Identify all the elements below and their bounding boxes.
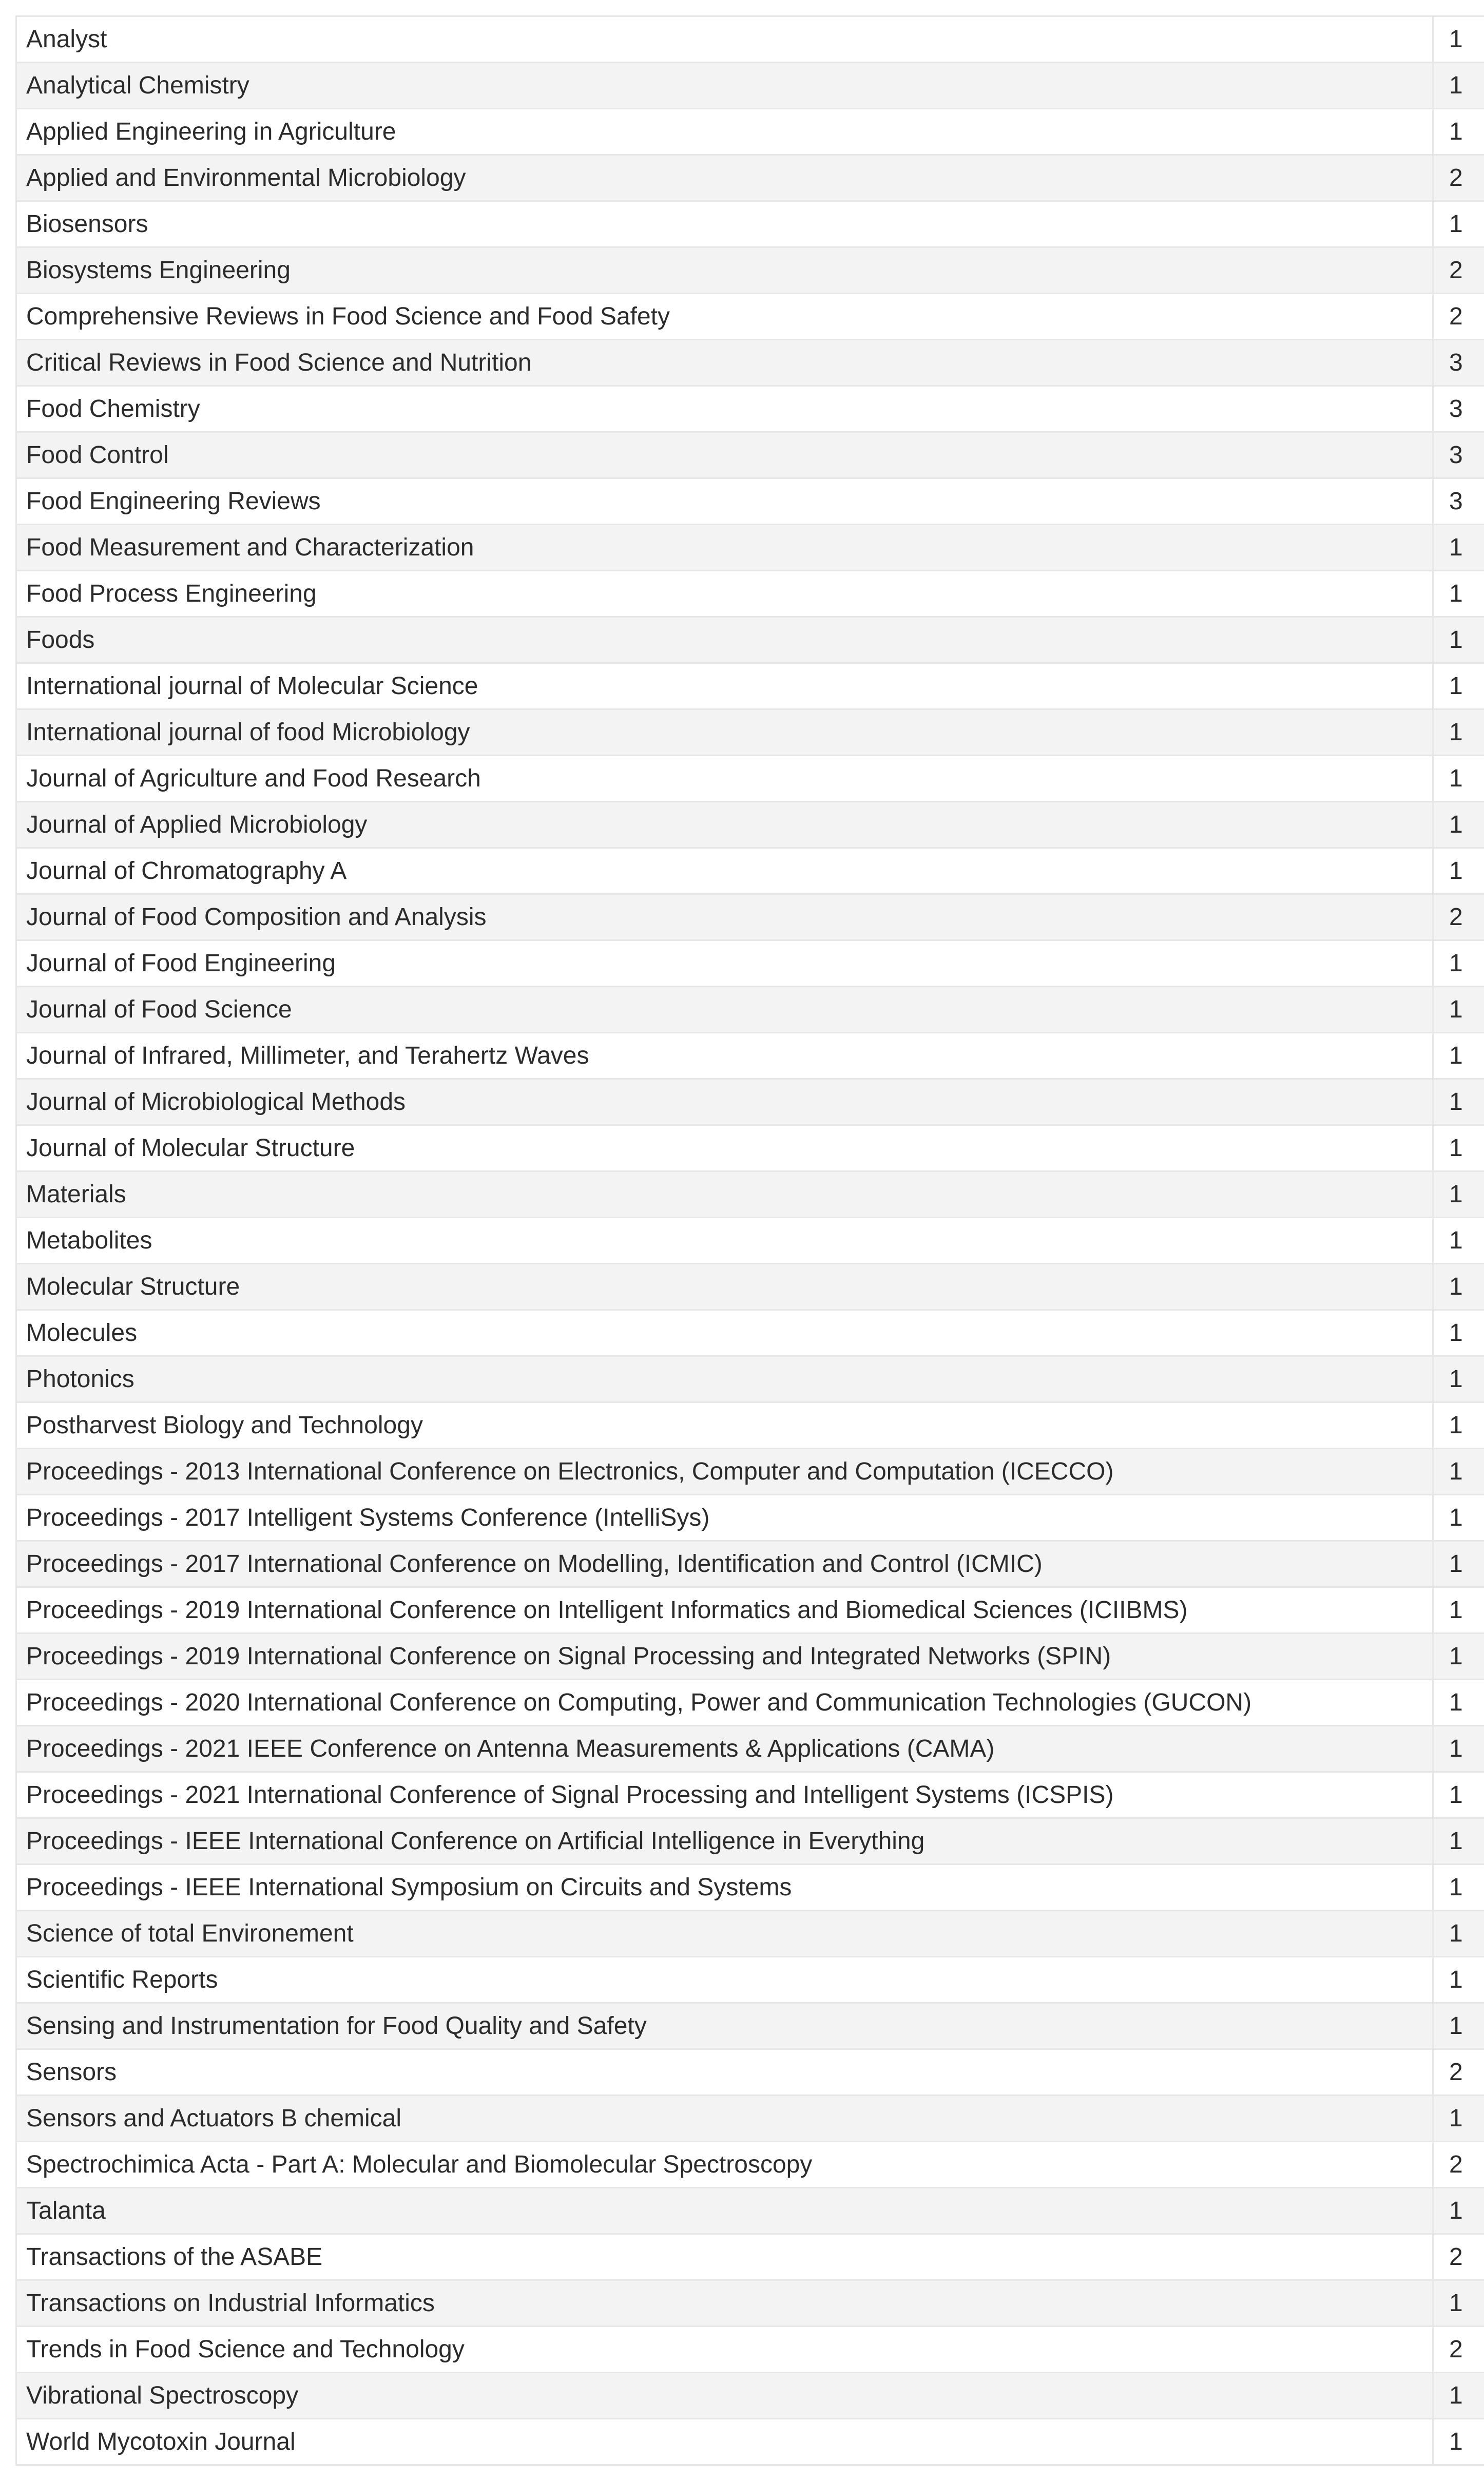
journal-name-cell: Vibrational Spectroscopy: [16, 2373, 1433, 2419]
journal-name-cell: Proceedings - 2020 International Conference on Computing, Power and Communication Technologies (GUCON): [16, 1680, 1433, 1726]
journal-name-cell: Proceedings - 2013 International Conference on Electronics, Computer and Computation (ICECCO): [16, 1449, 1433, 1495]
publication-count-cell: 2: [1433, 2049, 1484, 2096]
journal-name-cell: Journal of Food Composition and Analysis: [16, 894, 1433, 940]
table-row: [16, 1310, 1484, 1356]
table-row: [16, 2419, 1484, 2465]
table-row: [16, 987, 1484, 1033]
journal-name-cell: Analyst: [16, 16, 1433, 63]
publication-count-cell: 1: [1433, 1772, 1484, 1818]
publication-count-cell: 1: [1433, 2188, 1484, 2234]
table-row: [16, 1449, 1484, 1495]
journal-name-cell: Foods: [16, 617, 1433, 663]
publication-count-cell: 1: [1433, 2003, 1484, 2049]
journal-table-container: [15, 15, 1484, 2466]
table-row: [16, 1634, 1484, 1680]
journal-table-body: [16, 16, 1484, 2465]
journal-name-cell: Journal of Applied Microbiology: [16, 802, 1433, 848]
table-row: [16, 478, 1484, 525]
publication-count-cell: 1: [1433, 1818, 1484, 1865]
publication-count-cell: 1: [1433, 571, 1484, 617]
publication-count-cell: 1: [1433, 1911, 1484, 1957]
table-row: [16, 1171, 1484, 1218]
table-row: [16, 1356, 1484, 1402]
publication-count-cell: 1: [1433, 756, 1484, 802]
table-row: [16, 432, 1484, 478]
journal-name-cell: Applied Engineering in Agriculture: [16, 109, 1433, 155]
journal-name-cell: Sensors and Actuators B chemical: [16, 2096, 1433, 2142]
journal-name-cell: Journal of Infrared, Millimeter, and Terahertz Waves: [16, 1033, 1433, 1079]
table-row: [16, 571, 1484, 617]
publication-count-cell: 2: [1433, 294, 1484, 340]
publication-count-cell: 3: [1433, 478, 1484, 525]
publication-count-cell: 3: [1433, 340, 1484, 386]
journal-name-cell: Trends in Food Science and Technology: [16, 2327, 1433, 2373]
table-row: [16, 894, 1484, 940]
publication-count-cell: 1: [1433, 1634, 1484, 1680]
table-row: [16, 1264, 1484, 1310]
table-row: [16, 756, 1484, 802]
table-row: [16, 940, 1484, 987]
table-row: [16, 2280, 1484, 2327]
journal-name-cell: Sensors: [16, 2049, 1433, 2096]
journal-name-cell: Proceedings - 2017 Intelligent Systems Conference (IntelliSys): [16, 1495, 1433, 1541]
journal-name-cell: Comprehensive Reviews in Food Science and Food Safety: [16, 294, 1433, 340]
journal-name-cell: Journal of Microbiological Methods: [16, 1079, 1433, 1125]
table-row: [16, 2003, 1484, 2049]
journal-name-cell: Analytical Chemistry: [16, 63, 1433, 109]
publication-count-cell: 1: [1433, 201, 1484, 247]
publication-count-cell: 1: [1433, 1079, 1484, 1125]
journal-name-cell: Proceedings - IEEE International Conference on Artificial Intelligence in Everything: [16, 1818, 1433, 1865]
table-row: [16, 709, 1484, 756]
publication-count-cell: 3: [1433, 432, 1484, 478]
publication-count-cell: 1: [1433, 16, 1484, 63]
journal-name-cell: Biosensors: [16, 201, 1433, 247]
publication-count-cell: 1: [1433, 63, 1484, 109]
table-row: [16, 663, 1484, 709]
table-row: [16, 2373, 1484, 2419]
journal-name-cell: Journal of Chromatography A: [16, 848, 1433, 894]
publication-count-cell: 1: [1433, 1171, 1484, 1218]
publication-count-cell: 1: [1433, 1495, 1484, 1541]
table-row: [16, 16, 1484, 63]
table-row: [16, 1125, 1484, 1171]
publication-count-cell: 1: [1433, 1449, 1484, 1495]
table-row: [16, 201, 1484, 247]
journal-name-cell: International journal of food Microbiology: [16, 709, 1433, 756]
publication-count-cell: 1: [1433, 1587, 1484, 1634]
publication-count-cell: 1: [1433, 940, 1484, 987]
publication-count-cell: 1: [1433, 987, 1484, 1033]
publication-count-cell: 2: [1433, 2234, 1484, 2280]
table-row: [16, 1772, 1484, 1818]
table-row: [16, 1957, 1484, 2003]
table-row: [16, 1587, 1484, 1634]
publication-count-cell: 1: [1433, 2419, 1484, 2465]
journal-name-cell: Molecular Structure: [16, 1264, 1433, 1310]
journal-name-cell: Molecules: [16, 1310, 1433, 1356]
publication-count-cell: 1: [1433, 1125, 1484, 1171]
journal-name-cell: Sensing and Instrumentation for Food Quality and Safety: [16, 2003, 1433, 2049]
publication-count-cell: 1: [1433, 1356, 1484, 1402]
journal-name-cell: Materials: [16, 1171, 1433, 1218]
journal-name-cell: Talanta: [16, 2188, 1433, 2234]
journal-name-cell: Applied and Environmental Microbiology: [16, 155, 1433, 201]
journal-name-cell: International journal of Molecular Science: [16, 663, 1433, 709]
journal-name-cell: Food Chemistry: [16, 386, 1433, 432]
journal-name-cell: Scientific Reports: [16, 1957, 1433, 2003]
table-row: [16, 386, 1484, 432]
table-row: [16, 1865, 1484, 1911]
publication-count-cell: 3: [1433, 386, 1484, 432]
table-row: [16, 109, 1484, 155]
publication-count-cell: 2: [1433, 894, 1484, 940]
journal-name-cell: Food Measurement and Characterization: [16, 525, 1433, 571]
journal-name-cell: Journal of Molecular Structure: [16, 1125, 1433, 1171]
table-row: [16, 340, 1484, 386]
publication-count-cell: 2: [1433, 2142, 1484, 2188]
journal-name-cell: Proceedings - 2019 International Conference on Signal Processing and Integrated Networks (SPIN): [16, 1634, 1433, 1680]
table-row: [16, 1079, 1484, 1125]
journal-name-cell: Food Control: [16, 432, 1433, 478]
table-row: [16, 2142, 1484, 2188]
journal-count-table: [15, 15, 1484, 2466]
journal-name-cell: Proceedings - 2019 International Conference on Intelligent Informatics and Biomedical Sciences (ICIIBMS): [16, 1587, 1433, 1634]
publication-count-cell: 1: [1433, 709, 1484, 756]
publication-count-cell: 1: [1433, 1865, 1484, 1911]
table-row: [16, 1033, 1484, 1079]
journal-name-cell: Journal of Food Science: [16, 987, 1433, 1033]
journal-name-cell: Journal of Food Engineering: [16, 940, 1433, 987]
table-row: [16, 2096, 1484, 2142]
journal-name-cell: Food Process Engineering: [16, 571, 1433, 617]
table-row: [16, 1818, 1484, 1865]
table-row: [16, 1680, 1484, 1726]
journal-name-cell: Photonics: [16, 1356, 1433, 1402]
table-row: [16, 1218, 1484, 1264]
publication-count-cell: 2: [1433, 155, 1484, 201]
publication-count-cell: 1: [1433, 1541, 1484, 1587]
publication-count-cell: 1: [1433, 802, 1484, 848]
journal-name-cell: Biosystems Engineering: [16, 247, 1433, 294]
publication-count-cell: 2: [1433, 2327, 1484, 2373]
publication-count-cell: 1: [1433, 1033, 1484, 1079]
publication-count-cell: 1: [1433, 1402, 1484, 1449]
table-row: [16, 802, 1484, 848]
journal-name-cell: Critical Reviews in Food Science and Nutrition: [16, 340, 1433, 386]
journal-name-cell: Transactions of the ASABE: [16, 2234, 1433, 2280]
table-row: [16, 2188, 1484, 2234]
publication-count-cell: 1: [1433, 2096, 1484, 2142]
table-row: [16, 294, 1484, 340]
journal-name-cell: Proceedings - IEEE International Symposium on Circuits and Systems: [16, 1865, 1433, 1911]
journal-name-cell: Postharvest Biology and Technology: [16, 1402, 1433, 1449]
table-row: [16, 617, 1484, 663]
journal-name-cell: Spectrochimica Acta - Part A: Molecular and Biomolecular Spectroscopy: [16, 2142, 1433, 2188]
publication-count-cell: 1: [1433, 1726, 1484, 1772]
table-row: [16, 848, 1484, 894]
table-row: [16, 2327, 1484, 2373]
journal-name-cell: Metabolites: [16, 1218, 1433, 1264]
publication-count-cell: 1: [1433, 617, 1484, 663]
table-row: [16, 2049, 1484, 2096]
journal-name-cell: Food Engineering Reviews: [16, 478, 1433, 525]
publication-count-cell: 1: [1433, 848, 1484, 894]
publication-count-cell: 2: [1433, 247, 1484, 294]
table-row: [16, 525, 1484, 571]
journal-name-cell: Proceedings - 2021 IEEE Conference on Antenna Measurements & Applications (CAMA): [16, 1726, 1433, 1772]
publication-count-cell: 1: [1433, 1957, 1484, 2003]
publication-count-cell: 1: [1433, 2373, 1484, 2419]
table-row: [16, 1495, 1484, 1541]
table-row: [16, 63, 1484, 109]
publication-count-cell: 1: [1433, 663, 1484, 709]
publication-count-cell: 1: [1433, 1218, 1484, 1264]
journal-name-cell: Journal of Agriculture and Food Research: [16, 756, 1433, 802]
publication-count-cell: 1: [1433, 1680, 1484, 1726]
journal-name-cell: Transactions on Industrial Informatics: [16, 2280, 1433, 2327]
table-row: [16, 1541, 1484, 1587]
table-row: [16, 1402, 1484, 1449]
table-row: [16, 247, 1484, 294]
publication-count-cell: 1: [1433, 109, 1484, 155]
journal-name-cell: Proceedings - 2021 International Conference of Signal Processing and Intelligent Systems (ICSPIS): [16, 1772, 1433, 1818]
table-row: [16, 2234, 1484, 2280]
table-row: [16, 1911, 1484, 1957]
publication-count-cell: 1: [1433, 1264, 1484, 1310]
journal-name-cell: Science of total Environement: [16, 1911, 1433, 1957]
publication-count-cell: 1: [1433, 2280, 1484, 2327]
table-row: [16, 1726, 1484, 1772]
journal-name-cell: Proceedings - 2017 International Conference on Modelling, Identification and Control (ICMIC): [16, 1541, 1433, 1587]
publication-count-cell: 1: [1433, 525, 1484, 571]
publication-count-cell: 1: [1433, 1310, 1484, 1356]
journal-name-cell: World Mycotoxin Journal: [16, 2419, 1433, 2465]
table-row: [16, 155, 1484, 201]
